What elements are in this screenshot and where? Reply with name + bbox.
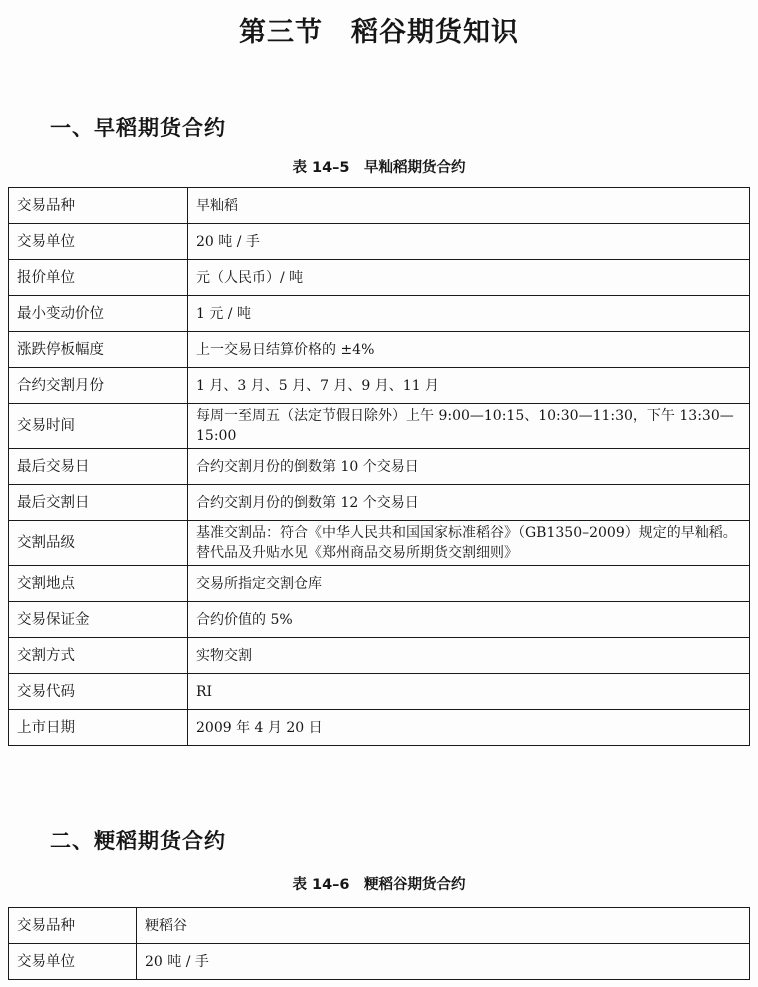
section-heading-early-rice: 一、早稻期货合约 bbox=[50, 116, 226, 140]
row-value: 1 元 / 吨 bbox=[188, 296, 750, 332]
table-row bbox=[9, 908, 750, 944]
table-row bbox=[9, 521, 750, 566]
row-value: 粳稻谷 bbox=[137, 908, 750, 944]
row-label: 交易时间 bbox=[9, 404, 188, 449]
row-value: 2009 年 4 月 20 日 bbox=[188, 710, 750, 746]
row-label: 交易保证金 bbox=[9, 602, 188, 638]
row-value: 合约价值的 5% bbox=[188, 602, 750, 638]
table-row bbox=[9, 224, 750, 260]
row-label: 最后交割日 bbox=[9, 485, 188, 521]
table-row bbox=[9, 260, 750, 296]
row-label: 涨跌停板幅度 bbox=[9, 332, 188, 368]
row-value: 20 吨 / 手 bbox=[137, 944, 750, 980]
table-row bbox=[9, 485, 750, 521]
row-label: 交割方式 bbox=[9, 638, 188, 674]
row-value: RI bbox=[188, 674, 750, 710]
table-row bbox=[9, 188, 750, 224]
table-caption-14-6: 表 14–6 粳稻谷期货合约 bbox=[292, 877, 466, 893]
table-row bbox=[9, 602, 750, 638]
table-row bbox=[9, 944, 750, 980]
section-heading-japonica-rice: 二、粳稻期货合约 bbox=[50, 829, 226, 853]
row-value: 合约交割月份的倒数第 12 个交易日 bbox=[188, 485, 750, 521]
row-label: 交易品种 bbox=[9, 908, 137, 944]
table-row bbox=[9, 332, 750, 368]
row-label: 合约交割月份 bbox=[9, 368, 188, 404]
table-row bbox=[9, 638, 750, 674]
row-label: 报价单位 bbox=[9, 260, 188, 296]
row-label: 交割地点 bbox=[9, 566, 188, 602]
row-label: 交易代码 bbox=[9, 674, 188, 710]
row-value: 元（人民币）/ 吨 bbox=[188, 260, 750, 296]
row-value: 交易所指定交割仓库 bbox=[188, 566, 750, 602]
row-value: 20 吨 / 手 bbox=[188, 224, 750, 260]
row-value: 1 月、3 月、5 月、7 月、9 月、11 月 bbox=[188, 368, 750, 404]
row-label: 交割品级 bbox=[9, 521, 188, 566]
row-label: 交易单位 bbox=[9, 224, 188, 260]
table-row bbox=[9, 449, 750, 485]
page-title: 第三节 稻谷期货知识 bbox=[239, 17, 519, 48]
table-row bbox=[9, 368, 750, 404]
table-row bbox=[9, 566, 750, 602]
japonica-rice-contract-table bbox=[8, 907, 750, 980]
row-label: 最小变动价位 bbox=[9, 296, 188, 332]
row-label: 交易品种 bbox=[9, 188, 188, 224]
row-label: 最后交易日 bbox=[9, 449, 188, 485]
table-row bbox=[9, 404, 750, 449]
table-row bbox=[9, 296, 750, 332]
row-value: 早籼稻 bbox=[188, 188, 750, 224]
row-value: 实物交割 bbox=[188, 638, 750, 674]
row-value: 每周一至周五（法定节假日除外）上午 9:00—10:15、10:30—11:30，下午 13:30—15:00 bbox=[188, 404, 750, 449]
row-value: 基准交割品：符合《中华人民共和国国家标准稻谷》（GB1350–2009）规定的早籼稻。替代品及升贴水见《郑州商品交易所期货交割细则》 bbox=[188, 521, 750, 566]
table-caption-14-5: 表 14–5 早籼稻期货合约 bbox=[292, 160, 466, 176]
row-label: 交易单位 bbox=[9, 944, 137, 980]
row-value: 上一交易日结算价格的 ±4% bbox=[188, 332, 750, 368]
row-value: 合约交割月份的倒数第 10 个交易日 bbox=[188, 449, 750, 485]
table-row bbox=[9, 674, 750, 710]
early-rice-contract-table bbox=[8, 187, 750, 746]
table-row bbox=[9, 710, 750, 746]
row-label: 上市日期 bbox=[9, 710, 188, 746]
